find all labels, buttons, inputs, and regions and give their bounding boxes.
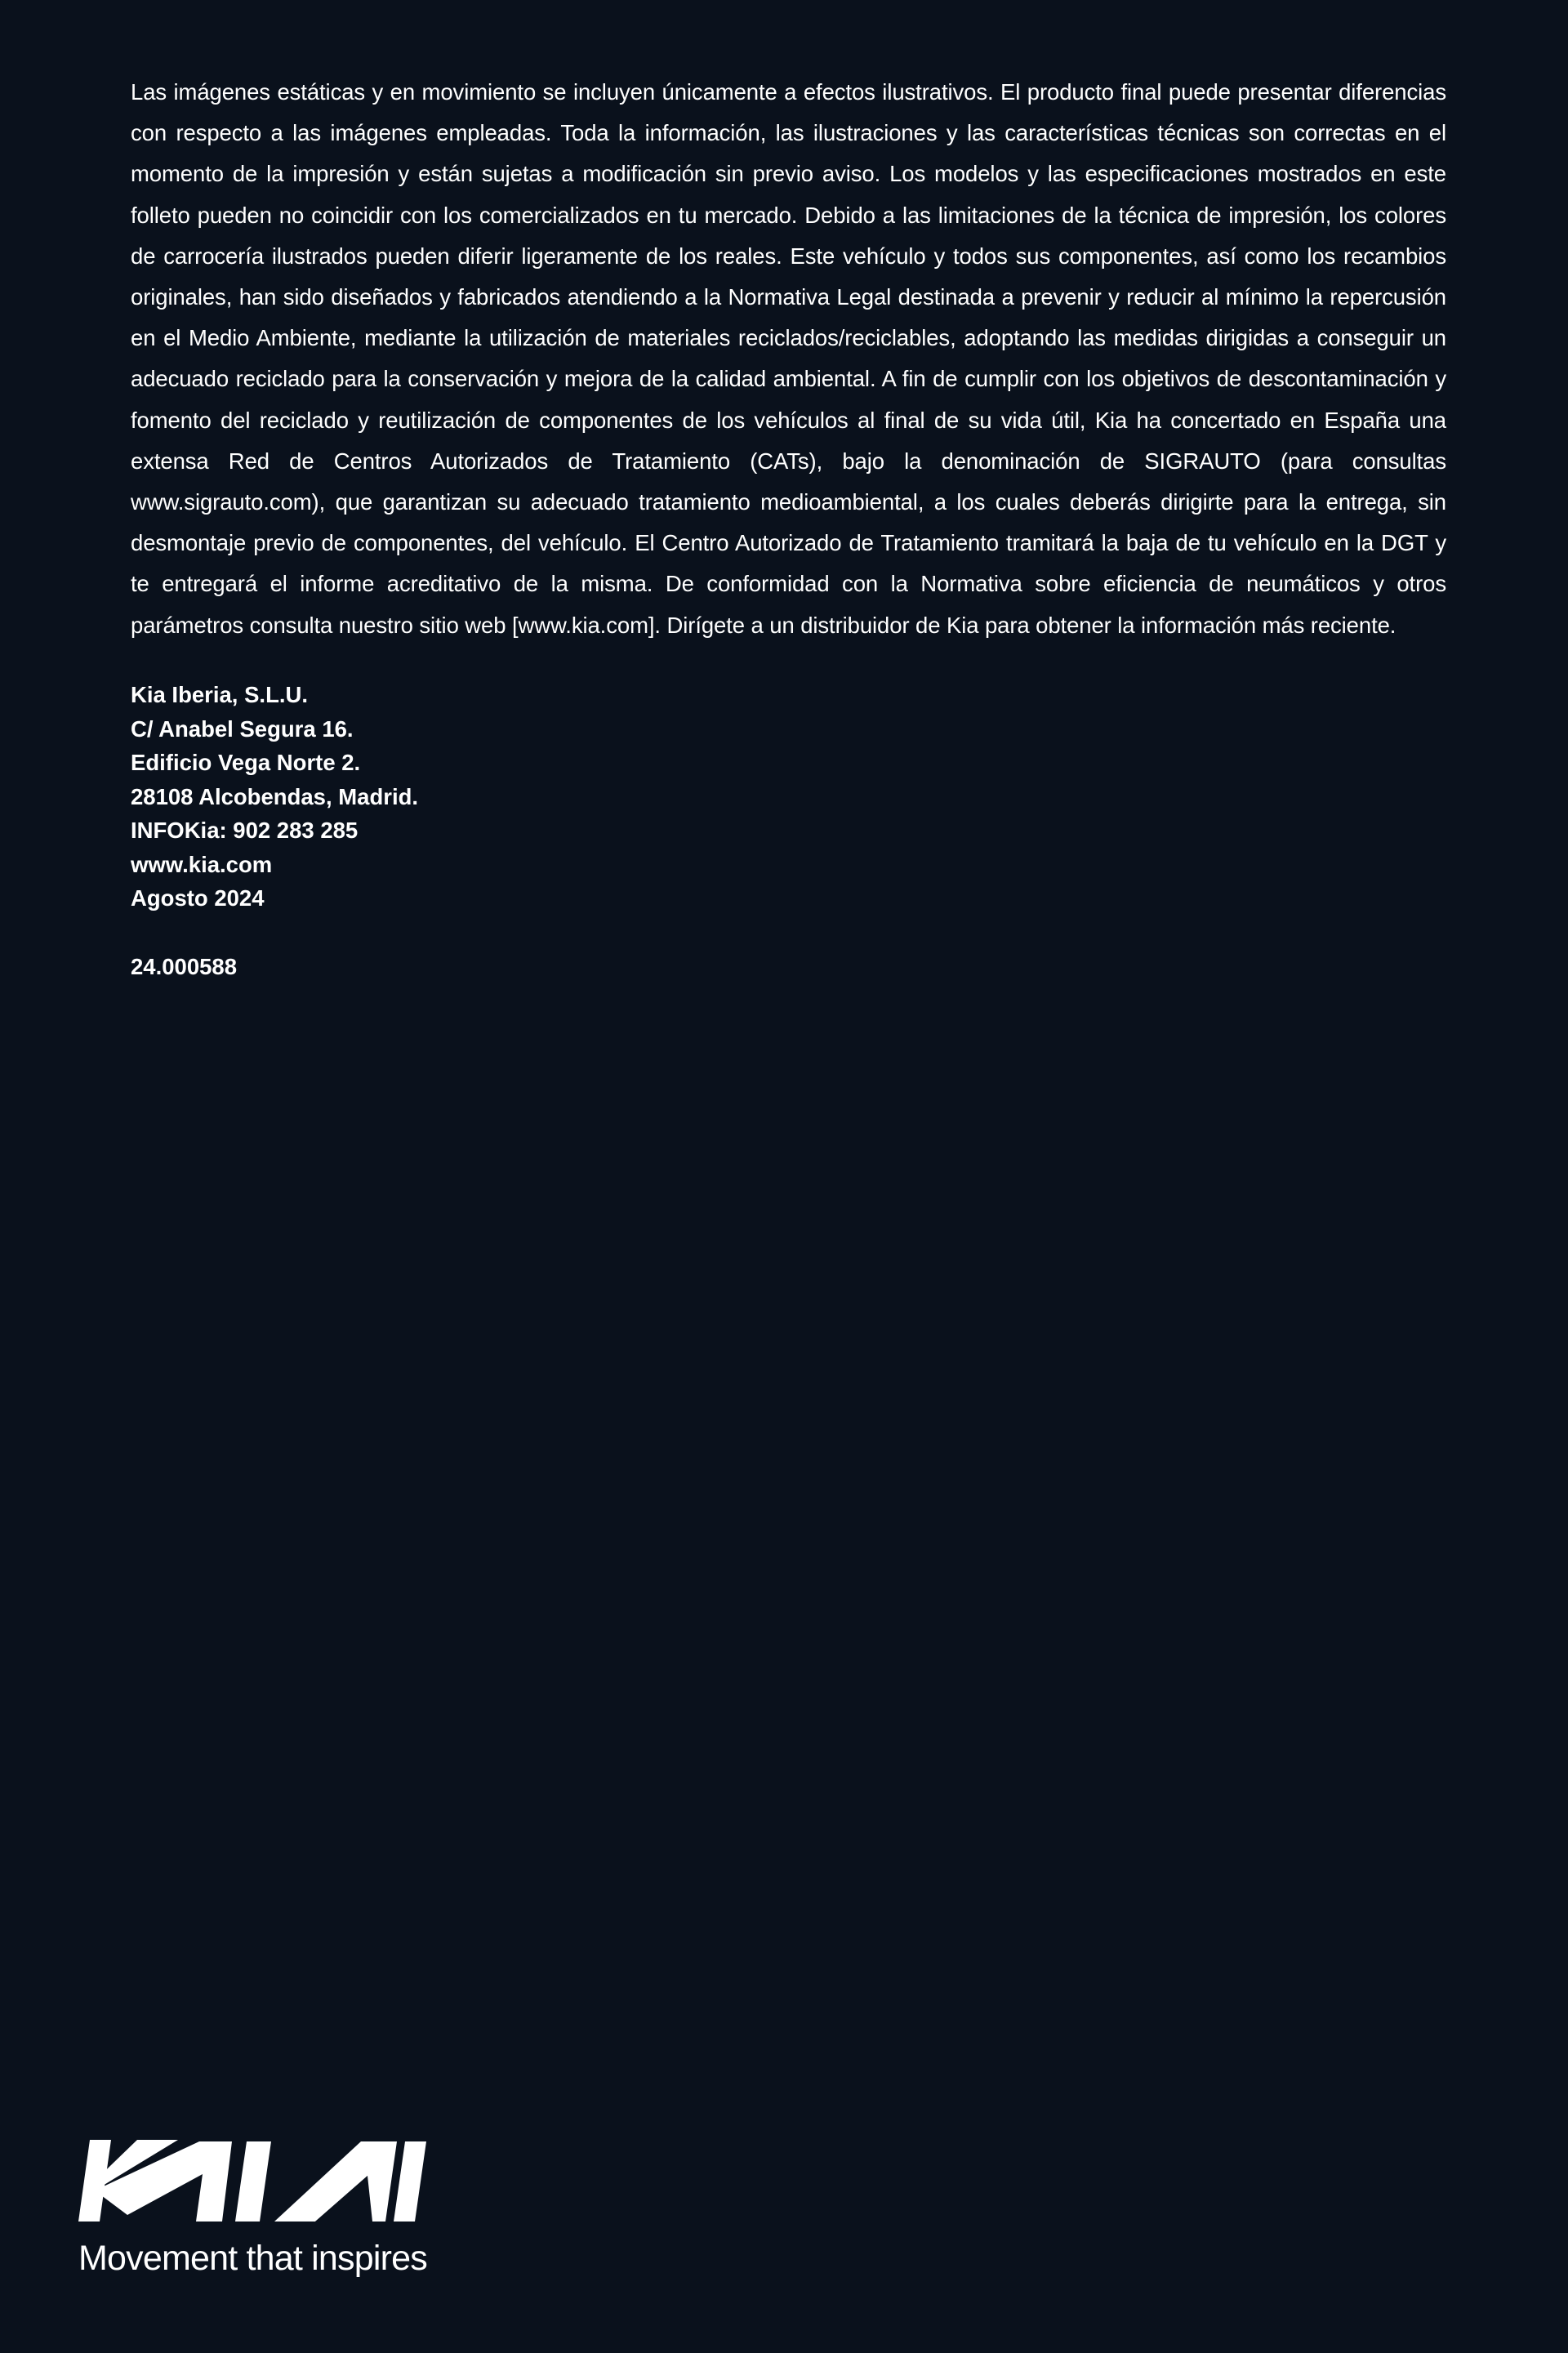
phone-line: INFOKia: 902 283 285 xyxy=(131,818,359,843)
company-name: Kia Iberia, S.L.U. xyxy=(131,682,309,707)
brand-block xyxy=(78,2140,438,2279)
address-street: C/ Anabel Segura 16. xyxy=(131,715,354,742)
disclaimer-text: Las imágenes estáticas y en movimiento se incluyen únicamente a efectos ilustrativos. El producto final puede presentar diferencias con respecto a las imágenes empleadas. Toda la información, las ilustraciones y las características técnicas son correctas en el momento de la impresión y están sujetas a modificación sin previo aviso. Los modelos y las especificaciones mostrados en este folleto pueden no coincidir con los comercializados en tu mercado. Debido a las limitaciones de la técnica de impresión, los colores de carrocería ilustrados pueden diferir ligeramente de los reales. Este vehículo y todos sus componentes, así como los recambios originales, han sido diseñados y fabricados atendiendo a la Normativa Legal destinada a prevenir y reducir al mínimo la repercusión en el Medio Ambiente, mediante la utilización de materiales reciclados/reciclables, adoptando las medidas dirigidas a conseguir un adecuado reciclado para la conservación y mejora de la calidad ambiental. A fin de cumplir con los objetivos de descontaminación y fomento del reciclado y reutilización de componentes de los vehículos al final de su vida útil, Kia ha concertado en España una extensa Red de Centros Autorizados de Tratamiento (CATs), bajo la denominación de SIGRAUTO (para consultas www.sigrauto.com), que garantizan su adecuado tratamiento medioambiental, a los cuales deberás dirigirte para la entrega, sin desmontaje previo de componentes, del vehículo. El Centro Autorizado de Tratamiento tramitará la baja de tu vehículo en la DGT y te entregará el informe acreditativo de la misma. De conformidad con la Normativa sobre eficiencia de neumáticos y otros parámetros consulta nuestro sitio web [www.kia.com]. Dirígete a un distribuidor de Kia para obtener la información más reciente. xyxy=(131,79,1446,638)
company-address xyxy=(131,678,418,916)
kia-logo-icon xyxy=(78,2140,438,2222)
address-building: Edificio Vega Norte 2. xyxy=(131,750,361,775)
reference-code: 24.000588 xyxy=(131,954,237,979)
publication-date: Agosto 2024 xyxy=(131,885,265,911)
brand-slogan: Movement that inspires xyxy=(78,2239,427,2278)
address-city: 28108 Alcobendas, Madrid. xyxy=(131,783,419,809)
website-link[interactable]: www.kia.com xyxy=(131,851,273,877)
